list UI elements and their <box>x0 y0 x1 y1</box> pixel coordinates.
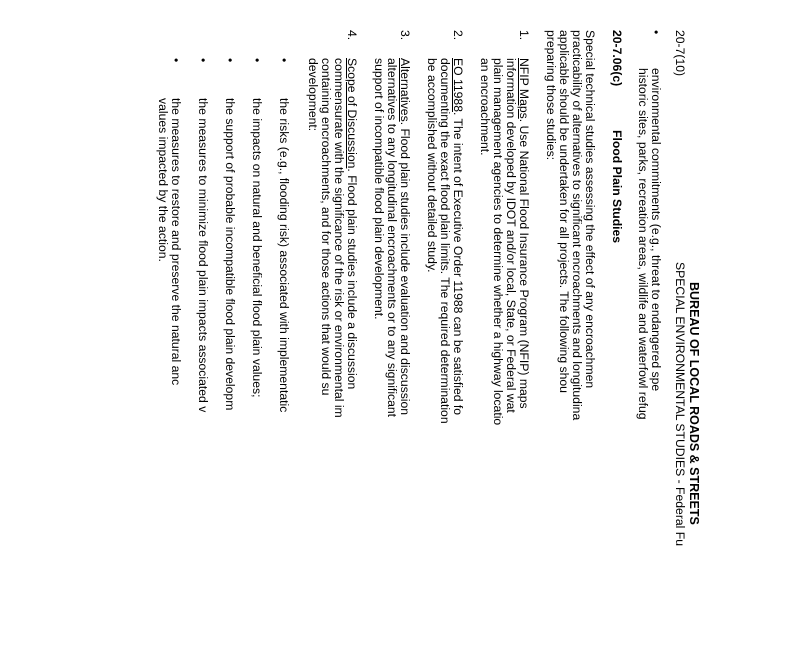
sub-bullet-4-text: the measures to minimize flood plain impacts associated v <box>196 98 210 413</box>
document-subtitle: SPECIAL ENVIRONMENTAL STUDIES - Federal Fu <box>673 262 687 546</box>
sub-bullet-5-text: the measures to restore and preserve the natural anc <box>169 98 183 386</box>
item-1-line-2: information developed by IDOT and/or local, State, or Federal wat <box>504 58 518 413</box>
item-4-line-3: containing encroachments, and for those actions that would su <box>319 58 333 396</box>
item-3-line-3: support of incompatible flood plain development. <box>372 58 386 320</box>
item-4-term: Scope of Discussion <box>345 58 359 169</box>
item-2-first-line <box>451 58 464 415</box>
sub-bullet-3-icon: • <box>223 58 237 63</box>
item-3-first-line <box>398 58 411 415</box>
item-4-line-4: development: <box>306 58 320 132</box>
sub-bullet-3-text: the support of probable incompatible flood plain developm <box>223 98 237 411</box>
section-number: 20-7.06(c) <box>610 30 624 87</box>
page-reference: 20-7(10) <box>673 30 687 77</box>
sub-bullet-5-icon: • <box>169 58 183 63</box>
intro-paragraph-line-3: applicable should be undertaken for all projects. The following shou <box>557 30 571 393</box>
intro-bullet-line-1: environmental commitments (e.g., threat to endangered spe <box>649 68 663 392</box>
intro-paragraph-line-4: preparing those studies: <box>544 30 558 161</box>
bullet-icon: • <box>649 30 663 35</box>
item-1-line-4: an encroachment. <box>478 58 492 156</box>
item-3-number: 3. <box>398 30 412 41</box>
item-2-first-rest: . The intent of Executive Order 11988 can be satisfied fo <box>451 111 465 416</box>
item-1-first-rest: . Use National Flood Insurance Program (NFIP) maps <box>517 118 531 409</box>
sub-bullet-5-text-line-2: values impacted by the action. <box>156 98 170 262</box>
sub-bullet-4-icon: • <box>196 58 210 63</box>
intro-bullet-line-2: historic sites, parks, recreation areas, wildlife and waterfowl refug <box>636 68 650 420</box>
item-3-first-rest: . Flood plain studies include evaluation and discussion <box>398 121 412 416</box>
bureau-title: BUREAU OF LOCAL ROADS & STREETS <box>687 282 701 525</box>
sub-bullet-1-icon: • <box>277 58 291 63</box>
item-2-line-2: documenting the exact flood plain limits. The required determination <box>438 58 452 424</box>
item-2-line-3: be accomplished without detailed study. <box>425 58 439 273</box>
item-1-term: NFIP Maps <box>517 58 531 119</box>
document-page <box>80 30 700 670</box>
item-1-first-line <box>517 58 530 409</box>
item-1-line-3: plain management agencies to determine whether a highway locatio <box>491 58 505 426</box>
sub-bullet-2-icon: • <box>250 58 264 63</box>
item-4-number: 4. <box>345 30 359 41</box>
section-title: Flood Plain Studies <box>610 130 624 244</box>
item-4-first-line <box>345 58 358 389</box>
item-4-first-rest: . Flood plain studies include a discussion <box>345 168 359 390</box>
intro-paragraph-line-1: Special technical studies assessing the effect of any encroachmen <box>583 30 597 389</box>
item-3-term: Alternatives <box>398 58 412 122</box>
item-2-number: 2. <box>451 30 465 41</box>
item-3-line-2: alternatives to any longitudinal encroachments or to any significant <box>385 58 399 418</box>
intro-paragraph-line-2: practicability of alternatives to significant encroachments and longitudina <box>570 30 584 421</box>
item-2-term: EO 11988 <box>451 58 465 112</box>
item-4-line-2: commensurate with the significance of the risk or environmental im <box>332 58 346 418</box>
sub-bullet-2-text: the impacts on natural and beneficial flood plain values; <box>250 98 264 398</box>
sub-bullet-1-text: the risks (e.g., flooding risk) associated with implementatic <box>277 98 291 413</box>
item-1-number: 1. <box>517 30 531 41</box>
